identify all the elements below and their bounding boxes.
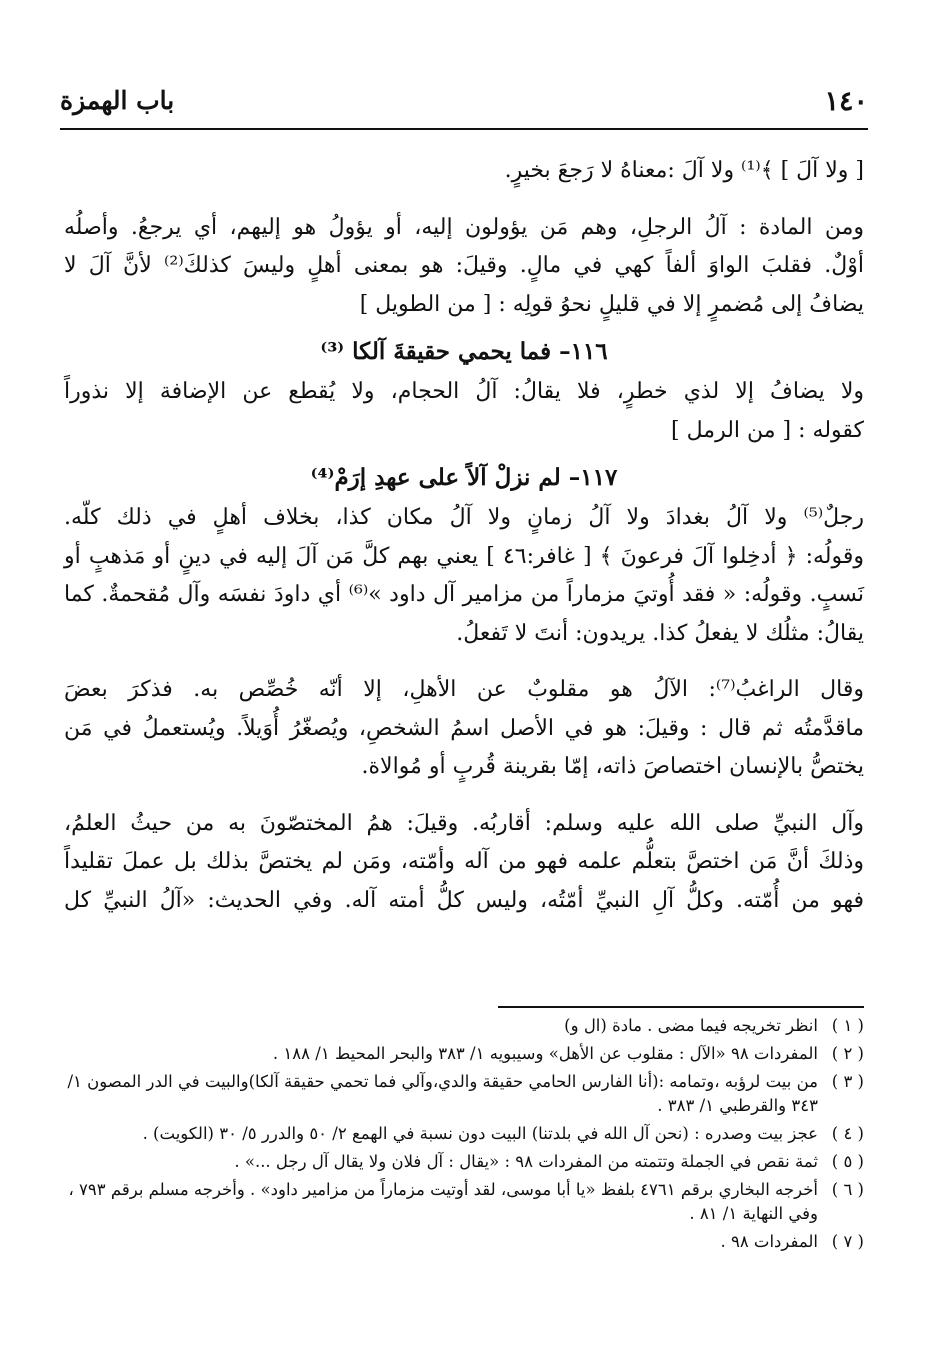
- footnote-text: من بيت لرؤبه ،وتمامه :(أنا الفارس الحامي حقيقة والدي،وآلي فما تحمي حقيقة آلكا)والبيت في الدر المصون ١/ ٣٤٣ والقرطبي ١/ ٣٨٣ .: [67, 1072, 818, 1115]
- footnote-number: ( ٥ ): [831, 1152, 864, 1171]
- text-line: ومن المادة : آلُ الرجلِ، وهم مَن يؤولون إليه، أو يؤولُ هو إليهم، أي يرجعُ. وأصلُه: [64, 214, 864, 240]
- text-line: وآل النبيِّ صلى الله عليه وسلم: أقاربُه. وقيلَ: همُ المختصّونَ به من حيثُ العلمُ،: [64, 810, 864, 836]
- footnote-number: ( ٢ ): [831, 1044, 864, 1063]
- footnote-text: المفردات ٩٨ «الآل : مقلوب عن الأهل» وسيبويه ١/ ٣٨٣ والبحر المحيط ١/ ١٨٨ .: [272, 1044, 818, 1063]
- footnote: [64, 1122, 864, 1146]
- text-line: أوْلٌ. فقلبَ الواوَ ألفاً كهي في مالٍ. وقيلَ: هو بمعنى أهلٍ وليسَ كذلكَ⁽²⁾ لأنَّ آلَ لا: [64, 253, 864, 278]
- footnote-text: انظر تخريجه فيما مضى . مادة (ال و): [564, 1016, 818, 1035]
- text-line: ولا يضافُ إلا لذي خطرٍ، فلا يقالُ: آلُ الحجام، ولا يُقطع عن الإضافة إلا نذوراً: [64, 379, 864, 404]
- text-line: وذلكَ أنَّ مَن اختصَّ بتعلُّم علمه فهو من آله وأمّته، ومَن لم يختصَّ بذلك بل عملَ تقليداً: [64, 849, 864, 874]
- text-line: فهو من أُمّته. وكلُّ آلِ النبيِّ أمّتُه، وليس كلُّ أمته آله. وفي الحديث: «آلُ النبيِّ كل: [64, 887, 864, 913]
- footnote-number: ( ٦ ): [831, 1180, 864, 1199]
- running-title: باب الهمزة: [60, 86, 175, 115]
- text-line: يقالُ: مثلُك لا يفعلُ كذا. يريدون: أنتَ لا تَفعلُ.: [456, 620, 864, 646]
- footnote: [64, 1150, 864, 1174]
- footnote: [64, 1070, 864, 1118]
- main-text: [64, 152, 864, 920]
- footnote-number: ( ٤ ): [831, 1124, 864, 1143]
- verse-heading-117: ١١٧– لم نزلْ آلاً على عهدِ إرَمْ⁽⁴⁾: [310, 464, 618, 491]
- footnote-text: عجز بيت وصدره : (نحن آل الله في بلدتنا) البيت دون نسبة في الهمع ٢/ ٥٠ والدرر ٥/ ٣٠ (الكويت) .: [142, 1124, 818, 1143]
- text-line: ماقدَّمتُه ثم قال : وقيلَ: هو في الأصل اسمُ الشخصِ، ويُصغّرُ أُوَيلاً. ويُستعملُ في مَن: [64, 715, 864, 741]
- text-line: وقولُه: ﴿ أدخِلوا آلَ فرعونَ ﴾ [ غافر:٤٦ ] يعني بهم كلَّ مَن آلَ إليه في دينٍ أو مَذهبٍ أو: [64, 543, 864, 569]
- footnote-text: المفردات ٩٨ .: [720, 1232, 818, 1251]
- text-line: يضافُ إلى مُضمرٍ إلا في قليلٍ نحوُ قولِه : [ من الطويل ]: [359, 291, 864, 317]
- footnote-number: ( ١ ): [831, 1016, 864, 1035]
- text-line: رجلٌ⁽⁵⁾ ولا آلُ بغدادَ ولا آلُ زمانٍ ولا آلُ مكان كذا، بخلاف أهلٍ في ذلك كلّه.: [64, 505, 864, 530]
- verse-heading-116: ١١٦– فما يحمي حقيقةَ آلكا ⁽³⁾: [320, 338, 608, 365]
- footnotes: [64, 1014, 864, 1258]
- footnote: [64, 1230, 864, 1254]
- footnote-text: أخرجه البخاري برقم ٤٧٦١ بلفظ «يا أبا موسى، لقد أوتيت مزماراً من مزامير داود» . وأخرجه مسلم برقم ٧٩٣ ، وفي النهاية ١/ ٨١ .: [68, 1180, 818, 1223]
- footnote: [64, 1014, 864, 1038]
- text-line: نَسبٍ. وقولُه: « فقد أُوتيَ مزماراً من مزامير آل داود »⁽⁶⁾ أي داودَ نفسَه وآل مُقحمةٌ. كما: [64, 582, 864, 607]
- footnote: [64, 1178, 864, 1226]
- footnote-number: ( ٧ ): [831, 1232, 864, 1251]
- text-line: يختصُّ بالإنسان اختصاصَ ذاته، إمّا بقرينة قُربٍ أو مُوالاة.: [361, 754, 864, 779]
- paragraph-4: [64, 499, 864, 653]
- footnote-number: ( ٣ ): [831, 1072, 864, 1091]
- text-line: وقال الراغبُ⁽⁷⁾: الآلُ هو مقلوبٌ عن الأهلِ، إلا أنّه خُصِّص به. فذكرَ بعضَ: [64, 677, 864, 702]
- paragraph-2: [64, 209, 864, 325]
- footnote-text: ثمة نقص في الجملة وتتمته من المفردات ٩٨ : «يقال : آل فلان ولا يقال آل رجل ...» .: [234, 1152, 818, 1171]
- paragraph-5: [64, 671, 864, 787]
- page-header: [60, 84, 868, 124]
- header-divider: [60, 128, 868, 130]
- text-line: كقوله : [ من الرمل ]: [671, 417, 864, 443]
- paragraph-6: [64, 805, 864, 921]
- footnote: [64, 1042, 864, 1066]
- paragraph-3: [64, 373, 864, 450]
- paragraph-1: [ ولا آلَ ] ﴾⁽¹⁾ ولا آلَ :معناهُ لا رَجعَ بخيرٍ.: [504, 158, 864, 183]
- footnote-divider: [498, 1006, 864, 1008]
- page-number: ١٤٠: [824, 86, 868, 117]
